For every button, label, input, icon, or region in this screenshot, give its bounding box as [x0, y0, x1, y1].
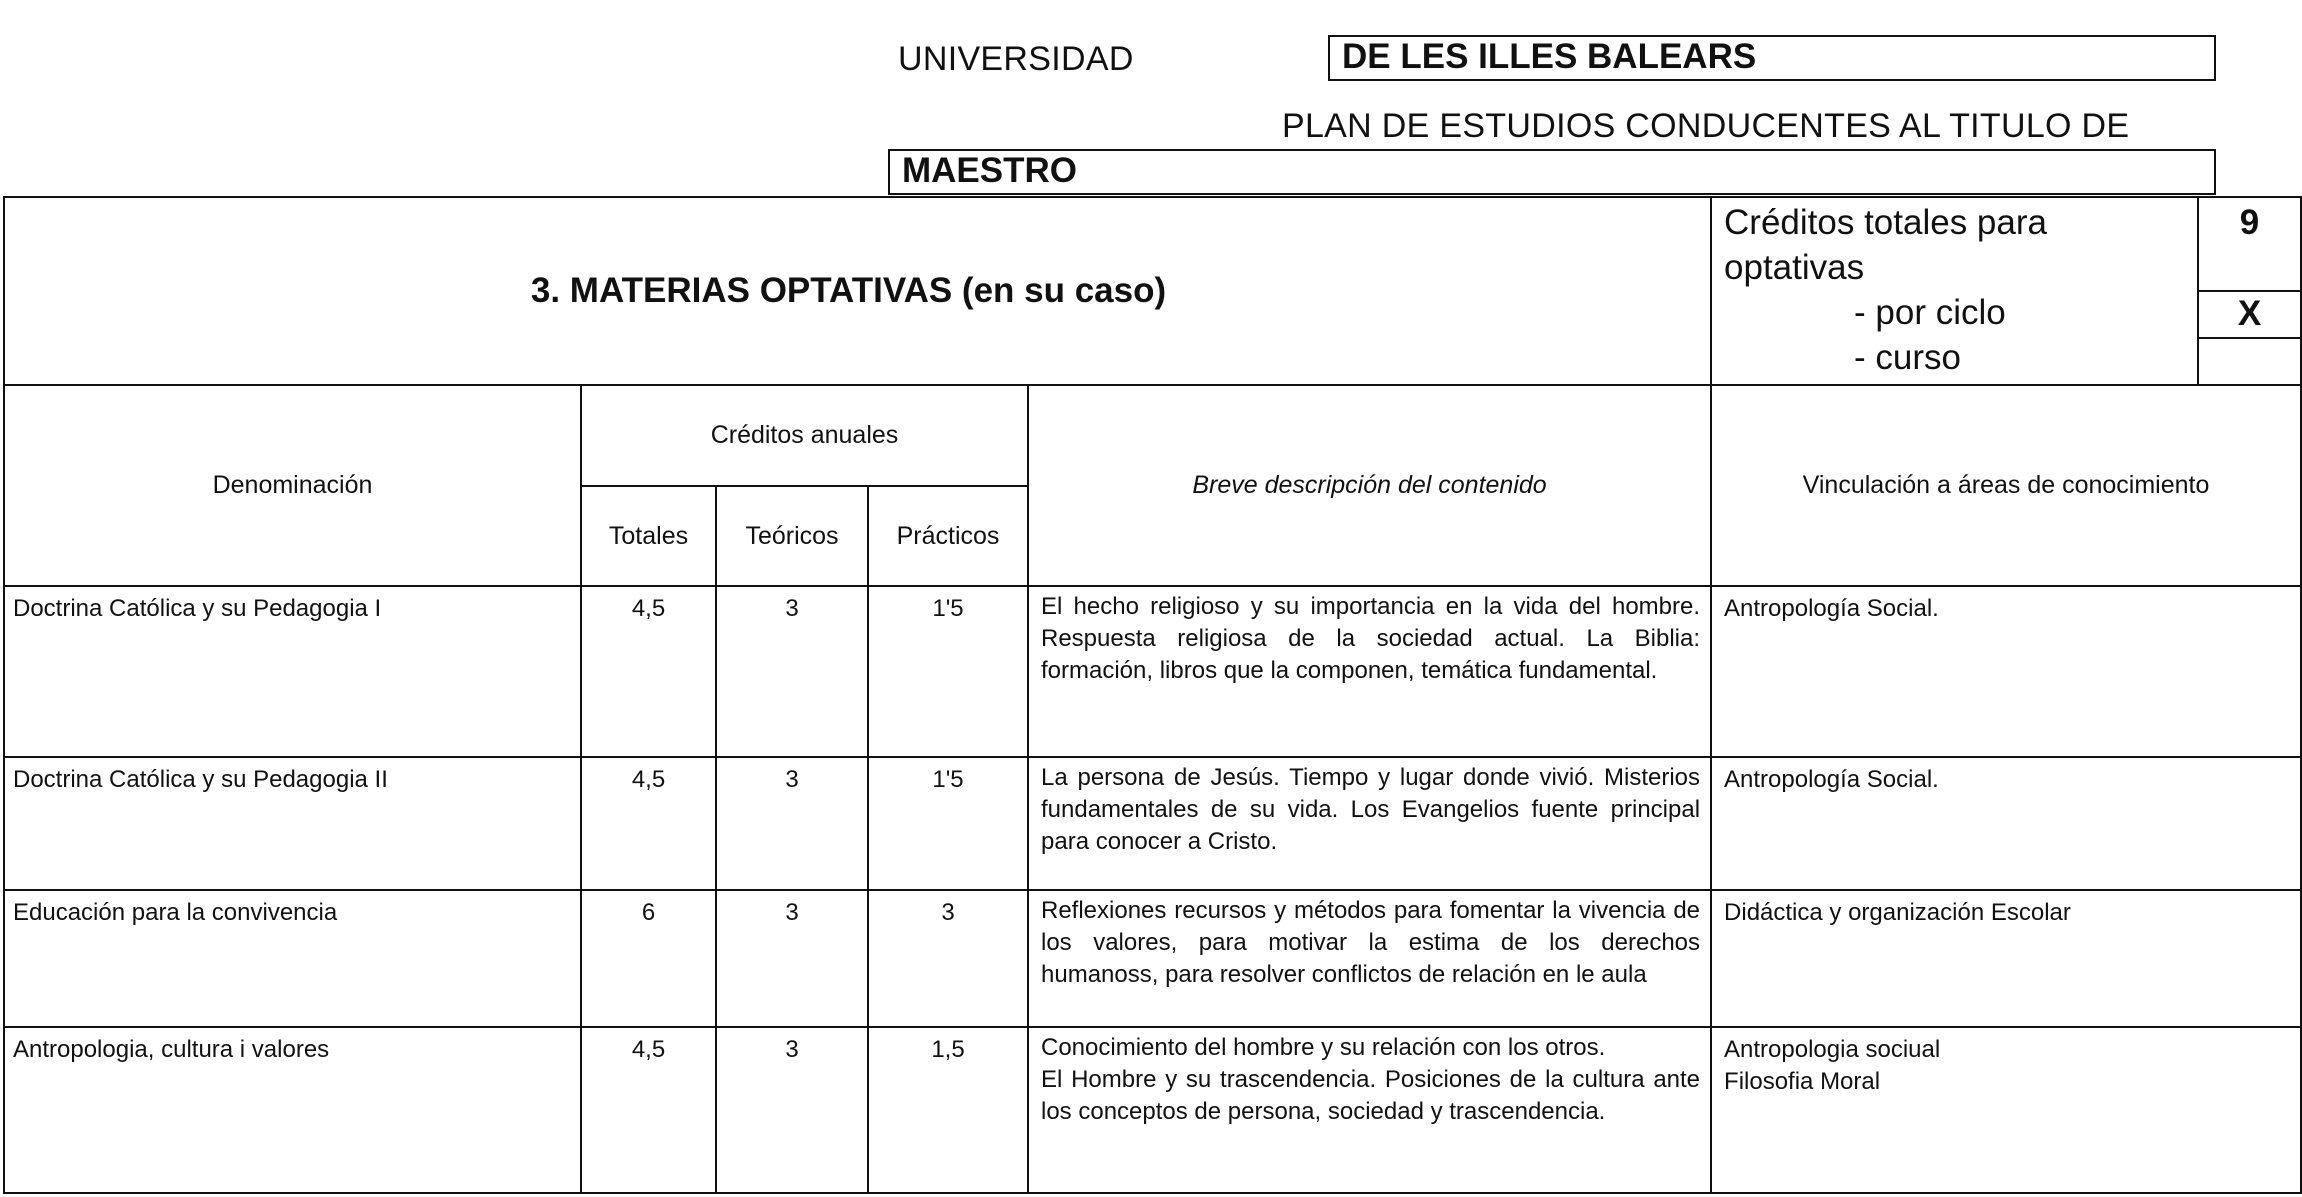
row-vinculacion — [1711, 586, 2301, 757]
row-descripcion: La persona de Jesús. Tiempo y lugar donde vivió. Misterios fundamentales de su vida. Los Evangelios fuente principal para conocer a Cristo. — [1028, 757, 1711, 890]
table-row — [4, 586, 2301, 757]
row-teoricos: 3 — [716, 890, 868, 1027]
row-denominacion: Doctrina Católica y su Pedagogia I — [4, 586, 581, 757]
row-area-1: Antropologia sociual — [1724, 1036, 1941, 1063]
table-row — [4, 757, 2301, 890]
row-descripcion: El hecho religioso y su importancia en la vida del hombre. Respuesta religiosa de la sociedad actual. La Biblia: formación, libros que la componen, temática fundamental. — [1028, 586, 1711, 757]
row-denominacion: Doctrina Católica y su Pedagogia II — [4, 757, 581, 890]
row-area-1: Antropología Social. — [1724, 595, 1939, 622]
row-practicos: 1'5 — [868, 757, 1028, 890]
row-denominacion: Antropologia, cultura i valores — [4, 1027, 581, 1193]
section-title-row — [4, 197, 2301, 385]
titulo-value: MAESTRO — [902, 151, 1077, 190]
row-descripcion: Reflexiones recursos y métodos para fomentar la vivencia de los valores, para motivar la estima de los derechos humanoss, para resolver conflictos de relación en le aula — [1028, 890, 1711, 1027]
row-vinculacion — [1711, 1027, 2301, 1193]
header-row-1 — [4, 385, 2301, 486]
row-practicos: 1,5 — [868, 1027, 1028, 1193]
row-teoricos: 3 — [716, 1027, 868, 1193]
col-header-teoricos: Teóricos — [716, 486, 868, 586]
row-teoricos: 3 — [716, 586, 868, 757]
row-practicos: 3 — [868, 890, 1028, 1027]
col-header-vinculacion: Vinculación a áreas de conocimiento — [1711, 385, 2301, 586]
row-totales: 4,5 — [581, 1027, 716, 1193]
row-vinculacion — [1711, 757, 2301, 890]
row-denominacion: Educación para la convivencia — [4, 890, 581, 1027]
row-area-1: Antropología Social. — [1724, 766, 1939, 793]
universidad-name: DE LES ILLES BALEARS — [1342, 37, 1757, 76]
plan-label: PLAN DE ESTUDIOS CONDUCENTES AL TITULO DE — [1282, 107, 2130, 145]
titulo-box — [888, 149, 2216, 195]
row-descripcion-p1: Conocimiento del hombre y su relación con los otros. — [1041, 1034, 1606, 1061]
credits-label-curso: - curso — [1854, 338, 1961, 377]
row-area-2: Filosofia Moral — [1724, 1068, 1881, 1095]
credits-label-ciclo: - por ciclo — [1854, 293, 2006, 332]
row-totales: 4,5 — [581, 757, 716, 890]
row-vinculacion — [1711, 890, 2301, 1027]
row-descripcion-p2: El Hombre y su trascendencia. Posiciones de la cultura ante los conceptos de persona, sociedad y trascendencia. — [1041, 1066, 1701, 1125]
row-teoricos: 3 — [716, 757, 868, 890]
universidad-name-box — [1328, 35, 2216, 81]
row-totales: 4,5 — [581, 586, 716, 757]
credits-values — [2198, 197, 2301, 385]
row-descripcion — [1028, 1027, 1711, 1193]
credits-label-line1: Créditos totales para — [1724, 203, 2047, 242]
optativas-table — [3, 196, 2302, 1194]
table-row — [4, 1027, 2301, 1193]
col-header-descripcion: Breve descripción del contenido — [1028, 385, 1711, 586]
col-header-practicos: Prácticos — [868, 486, 1028, 586]
table-row — [4, 890, 2301, 1027]
col-header-denominacion: Denominación — [4, 385, 581, 586]
row-totales: 6 — [581, 890, 716, 1027]
row-area-1: Didáctica y organización Escolar — [1724, 899, 2071, 926]
col-header-totales: Totales — [581, 486, 716, 586]
credits-label — [1711, 197, 2198, 385]
credits-label-line2: optativas — [1724, 248, 1865, 287]
credits-total: 9 — [2199, 198, 2300, 292]
col-header-creditos-anuales: Créditos anuales — [581, 385, 1028, 486]
row-practicos: 1'5 — [868, 586, 1028, 757]
section-title: 3. MATERIAS OPTATIVAS (en su caso) — [4, 197, 1711, 385]
credits-curso — [2199, 339, 2300, 382]
universidad-label: UNIVERSIDAD — [898, 40, 1134, 78]
credits-ciclo: X — [2199, 292, 2300, 339]
